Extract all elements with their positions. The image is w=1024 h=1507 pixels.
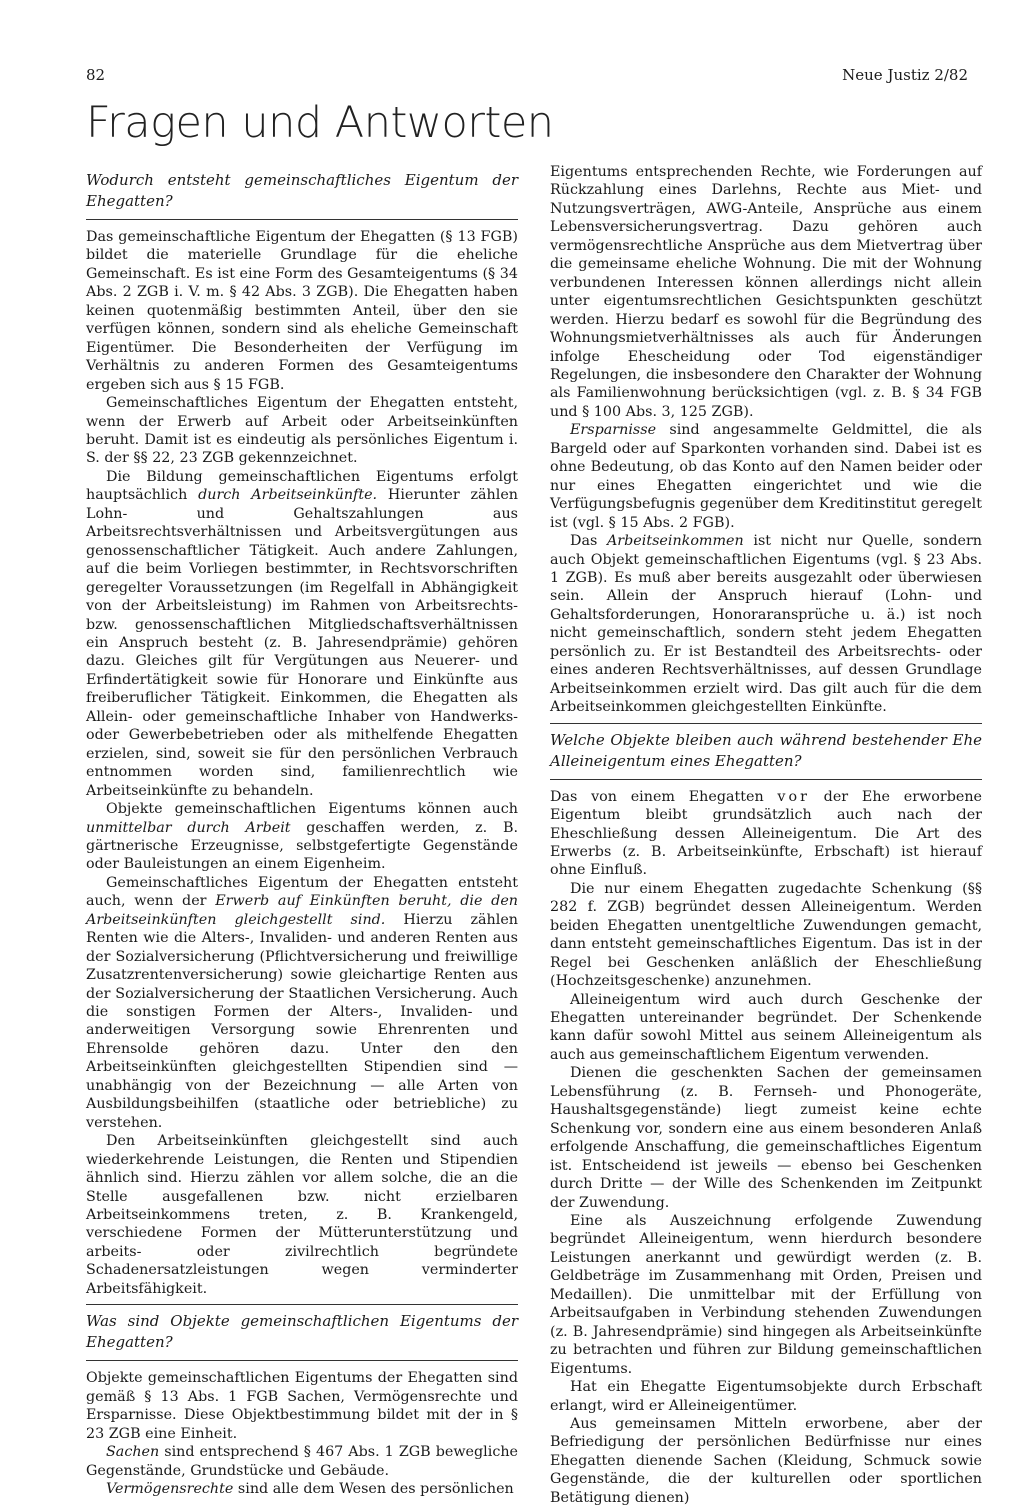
paragraph: Eine als Auszeichnung erfolgende Zuwendung begründet Alleineigentum, wenn hierdurch besondere Leistungen anerkannt und gewürdigt werden (z. B. Geldbeträge im Zusammenhang mit Orden, Preisen und Medaillen). Die unmittelbar mit der Erfüllung von Arbeitsaufgaben in Verbindung stehenden Zuwendungen (z. B. Jahresendprämie) sind hingegen als Arbeitseinkünfte zu betrachten und führen zur Bildung gemeinschaftlichen Eigentums. bbox=[550, 1213, 982, 1377]
journal-title: Neue Justiz 2/82 bbox=[842, 66, 968, 84]
question-heading: Welche Objekte bleiben auch während bestehender Ehe Alleineigentum eines Ehegatten? bbox=[550, 723, 982, 780]
paragraph: Das Arbeitseinkommen ist nicht nur Quelle, sondern auch Objekt gemeinschaftlichen Eigentums (vgl. § 23 Abs. 1 ZGB). Es muß aber bereits ausgezahlt oder überwiesen sein. Allein der Anspruch hierauf (Lohn- und Gehaltsforderungen, Honoraransprüche u. ä.) ist noch nicht gemeinschaftlich, sondern steht jedem Ehegatten persönlich zu. Er ist Bestandteil des Arbeitsrechts- oder eines anderen Rechtsverhältnisses, auf dessen Grundlage Arbeitseinkommen erzielt wird. Das gilt auch für die dem Arbeitseinkommen gleichgestellten Einkünfte. bbox=[550, 533, 982, 716]
paragraph: Gemeinschaftliches Eigentum der Ehegatten entsteht, wenn der Erwerb auf Arbeit oder Arbeitseinkünften beruht. Damit ist es eindeutig als persönliches Eigentum i. S. der §§ 22, 23 ZGB gekennzeichnet. bbox=[86, 395, 518, 467]
paragraph: Hat ein Ehegatte Eigentumsobjekte durch Erbschaft erlangt, wird er Alleineigentümer. bbox=[550, 1379, 982, 1414]
section-heading: Fragen und Antworten bbox=[86, 98, 554, 148]
question-heading: Was sind Objekte gemeinschaftlichen Eigentums der Ehegatten? bbox=[86, 1304, 518, 1361]
paragraph: Das von einem Ehegatten vor der Ehe erworbene Eigentum bleibt grundsätzlich auch nach der Eheschließung dessen Alleineigentum. Die Art des Erwerbs (z. B. Arbeitseinkünfte, Erbschaft) ist hierauf ohne Einfluß. bbox=[550, 788, 982, 879]
paragraph: Die nur einem Ehegatten zugedachte Schenkung (§§ 282 f. ZGB) begründet dessen Alleineigentum. Werden beiden Ehegatten unentgeltliche Zuwendungen gemacht, dann entsteht gemeinschaftliches Eigentum. Das ist in der Regel bei Geschenken anläßlich der Eheschließung (Hochzeitsgeschenke) anzunehmen. bbox=[550, 880, 982, 990]
paragraph: Alleineigentum wird auch durch Geschenke der Ehegatten untereinander begründet. Der Schenkende kann dafür sowohl Mittel aus seinem Alleineigentum als auch aus gemeinschaftlichem Eigentum verwenden. bbox=[550, 991, 982, 1063]
right-column bbox=[550, 163, 982, 1507]
paragraph: Aus gemeinsamen Mitteln erworbene, aber der Befriedigung der persönlichen Bedürfnisse nur eines Ehegatten dienende Sachen (Kleidung, Schmuck sowie Gegenstände, die der kulturellen oder sportlichen Betätigung dienen) bbox=[550, 1416, 982, 1506]
paragraph: Die Bildung gemeinschaftlichen Eigentums erfolgt hauptsächlich durch Arbeitseinkünfte. Hierunter zählen Lohn- und Gehaltszahlungen aus Arbeitsrechtsverhältnissen und Arbeitsvergütungen aus genossenschaftlicher Tätigkeit. Auch andere Zahlungen, auf die beim Vorliegen bestimmter, in Rechtsvorschriften geregelter Voraussetzungen (im Regelfall in Abhängigkeit von der Arbeitsleistung) im Rahmen von Arbeitsrechts- bzw. genossenschaftlichen Mitgliedschaftsverhältnissen ein Anspruch besteht (z. B. Jahresendprämie) gehören dazu. Gleiches gilt für Vergütungen aus Neuerer- und Erfindertätigkeit sowie für Honorare und Einkünfte aus freiberuflicher Tätigkeit. Einkommen, die Ehegatten als Allein- oder gemeinschaftliche Inhaber von Handwerks- oder Gewerbebetrieben oder als mithelfende Ehegatten erzielen, sind, soweit sie für den persönlichen Verbrauch entnommen worden sind, familienrechtlich wie Arbeitseinkünfte zu behandeln. bbox=[86, 468, 518, 799]
paragraph: Vermögensrechte sind alle dem Wesen des persönlichen bbox=[106, 1481, 514, 1497]
page-number: 82 bbox=[86, 66, 106, 84]
paragraph: Sachen sind entsprechend § 467 Abs. 1 ZGB bewegliche Gegenstände, Grundstücke und Gebäude. bbox=[86, 1444, 518, 1479]
paragraph: Gemeinschaftliches Eigentum der Ehegatten entsteht auch, wenn der Erwerb auf Einkünften beruht, die den Arbeitseinkünften gleichgestellt sind. Hierzu zählen Renten wie die Alters-, Invaliden- und anderen Renten aus der Sozialversicherung (Pflichtversicherung und freiwillige Zusatzrentenversicherung) sowie gleichartige Renten aus der Sozialversicherung der Staatlichen Versicherung. Auch die sonstigen Formen der Alters-, Invaliden- und anderweitigen Versorgung sowie Ehrenrenten und Ehrensolde gehören dazu. Unter den den Arbeitseinkünften gleichgestellten Stipendien sind — unabhängig von der Bezeichnung — alle Arten von Ausbildungsbeihilfen (staatliche oder betriebliche) zu verstehen. bbox=[86, 874, 519, 1131]
paragraph: Eigentums entsprechenden Rechte, wie Forderungen auf Rückzahlung eines Darlehns, Rechte aus Miet- und Nutzungsverträgen, AWG-Anteile, Ansprüche aus einem Lebensversicherungsvertrag. Dazu gehören auch vermögensrechtliche Ansprüche aus dem Mietvertrag über die gemeinsame eheliche Wohnung. Die mit der Wohnung verbundenen Interessen können allerdings nicht allein unter eigentumsrechtlichen Gesichtspunkten geschützt werden. Hierzu bedarf es sowohl für die Begründung des Wohnungsmietverhältnisses als auch für Änderungen infolge Ehescheidung oder Tod eigenständiger Regelungen, die insbesondere den Charakter der Wohnung als Familienwohnung berücksichtigen (vgl. z. B. § 34 FGB und § 100 Abs. 3, 125 ZGB). bbox=[550, 164, 982, 420]
paragraph: Ersparnisse sind angesammelte Geldmittel, die als Bargeld oder auf Sparkonten vorhanden sind. Dabei ist es ohne Bedeutung, ob das Konto auf den Namen beider oder nur eines Ehegatten eingerichtet und wie die Verfügungsbefugnis gegenüber dem Kreditinstitut geregelt ist (vgl. § 15 Abs. 2 FGB). bbox=[550, 422, 982, 531]
paragraph: Dienen die geschenkten Sachen der gemeinsamen Lebensführung (z. B. Fernseh- und Phonogeräte, Haushaltsgegenstände) liegt zumeist keine echte Schenkung vor, sondern eine aus einem besonderen Anlaß erfolgende Anschaffung, die gemeinschaftliches Eigentum ist. Entscheidend ist jeweils — ebenso bei Geschenken durch Dritte — der Wille des Schenkenden im Zeitpunkt der Zuwendung. bbox=[550, 1065, 982, 1211]
paragraph: Objekte gemeinschaftlichen Eigentums können auch unmittelbar durch Arbeit geschaffen werden, z. B. gärtnerische Erzeugnisse, selbstgefertigte Gegenstände oder Bauleistungen an einem Eigenheim. bbox=[86, 801, 519, 873]
question-heading: Wodurch entsteht gemeinschaftliches Eigentum der Ehegatten? bbox=[86, 170, 518, 220]
paragraph: Das gemeinschaftliche Eigentum der Ehegatten (§ 13 FGB) bildet die materielle Grundlage für die eheliche Gemeinschaft. Es ist eine Form des Gesamteigentums (§ 34 Abs. 2 ZGB i. V. m. § 42 Abs. 3 ZGB). Die Ehegatten haben keinen quotenmäßig bestimmten Anteil, über den sie verfügen können, sondern sind als eheliche Gemeinschaft Eigentümer. Die Besonderheiten der Verfügung im Verhältnis zu anderen Formen des Gesamteigentums ergeben sich aus § 15 FGB. bbox=[86, 229, 518, 393]
left-column bbox=[86, 170, 518, 1498]
paragraph: Objekte gemeinschaftlichen Eigentums der Ehegatten sind gemäß § 13 Abs. 1 FGB Sachen, Vermögensrechte und Ersparnisse. Diese Objektbestimmung bildet mit der in § 23 ZGB eine Einheit. bbox=[86, 1370, 518, 1442]
paragraph: Den Arbeitseinkünften gleichgestellt sind auch wiederkehrende Leistungen, die Renten und Stipendien ähnlich sind. Hierzu zählen vor allem solche, die an die Stelle ausgefallenen bzw. nicht erzielbaren Arbeitseinkommens treten, z. B. Krankengeld, verschiedene Formen der Mütterunterstützung und arbeits- oder zivilrechtlich begründete Schadenersatzleistungen wegen verminderter Arbeitsfähigkeit. bbox=[86, 1133, 518, 1297]
